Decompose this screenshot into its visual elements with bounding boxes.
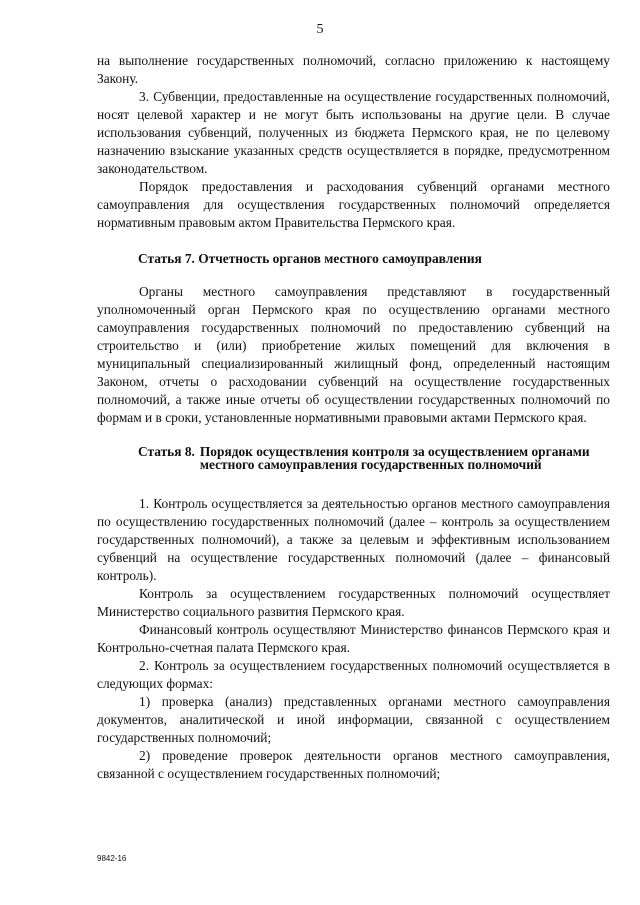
paragraph: Контроль за осуществлением государственных полномочий осуществляет Министерство социального развития Пермского края.: [97, 586, 610, 619]
article-8-number: Статья 8.: [138, 444, 195, 459]
article-7-heading: Статья 7. Отчетность органов местного самоуправления: [138, 251, 482, 266]
paragraph: 1) проверка (анализ) представленных органами местного самоуправления документов, аналитической и иной информации, связанной с осуществлением государственных полномочий;: [97, 694, 610, 745]
article-8-heading: [97, 445, 610, 471]
page-number: 5: [316, 22, 324, 37]
article-8-title: Порядок осуществления контроля за осуществлением органами местного самоуправления государственных полномочий: [199, 444, 590, 472]
paragraph: 2) проведение проверок деятельности органов местного самоуправления, связанной с осуществлением государственных полномочий;: [97, 748, 610, 781]
paragraph: 3. Субвенции, предоставленные на осуществление государственных полномочий, носят целевой характер и не могут быть использованы на другие цели. В случае использования субвенций, полученных из бюджета Пермского края, не по целевому назначению взыскание указанных средств осуществляется в порядке, предусмотренном законодательством.: [97, 89, 610, 176]
paragraph: 1. Контроль осуществляется за деятельностью органов местного самоуправления по осуществлению государственных полномочий (далее – контроль за осуществлением государственных полномочий), а также за целевым и эффективным использованием субвенций на осуществление государственных полномочий (далее – финансовый контроль).: [97, 496, 610, 583]
paragraph: Финансовый контроль осуществляют Министерство финансов Пермского края и Контрольно-счетная палата Пермского края.: [97, 622, 610, 655]
paragraph: Порядок предоставления и расходования субвенций органами местного самоуправления для осуществления государственных полномочий определяется нормативным правовым актом Правительства Пермского края.: [97, 179, 610, 230]
paragraph: 2. Контроль за осуществлением государственных полномочий осуществляется в следующих формах:: [97, 658, 610, 691]
paragraph: на выполнение государственных полномочий, согласно приложению к настоящему Закону.: [97, 53, 610, 86]
document-body: [97, 52, 610, 783]
document-code: 9842-16: [97, 854, 127, 863]
paragraph: Органы местного самоуправления представляют в государственный уполномоченный орган Пермского края по осуществлению органами местного самоуправления государственных полномочий по предоставлению субвенций на строительство и (или) приобретение жилых помещений для включения в муниципальный специализированный жилищный фонд, определенный настоящим Законом, отчеты о расходовании субвенций на осуществление государственных полномочий, а также иные отчеты об осуществлении государственных полномочий по формам и в сроки, установленные нормативными правовыми актами Пермского края.: [97, 284, 610, 425]
